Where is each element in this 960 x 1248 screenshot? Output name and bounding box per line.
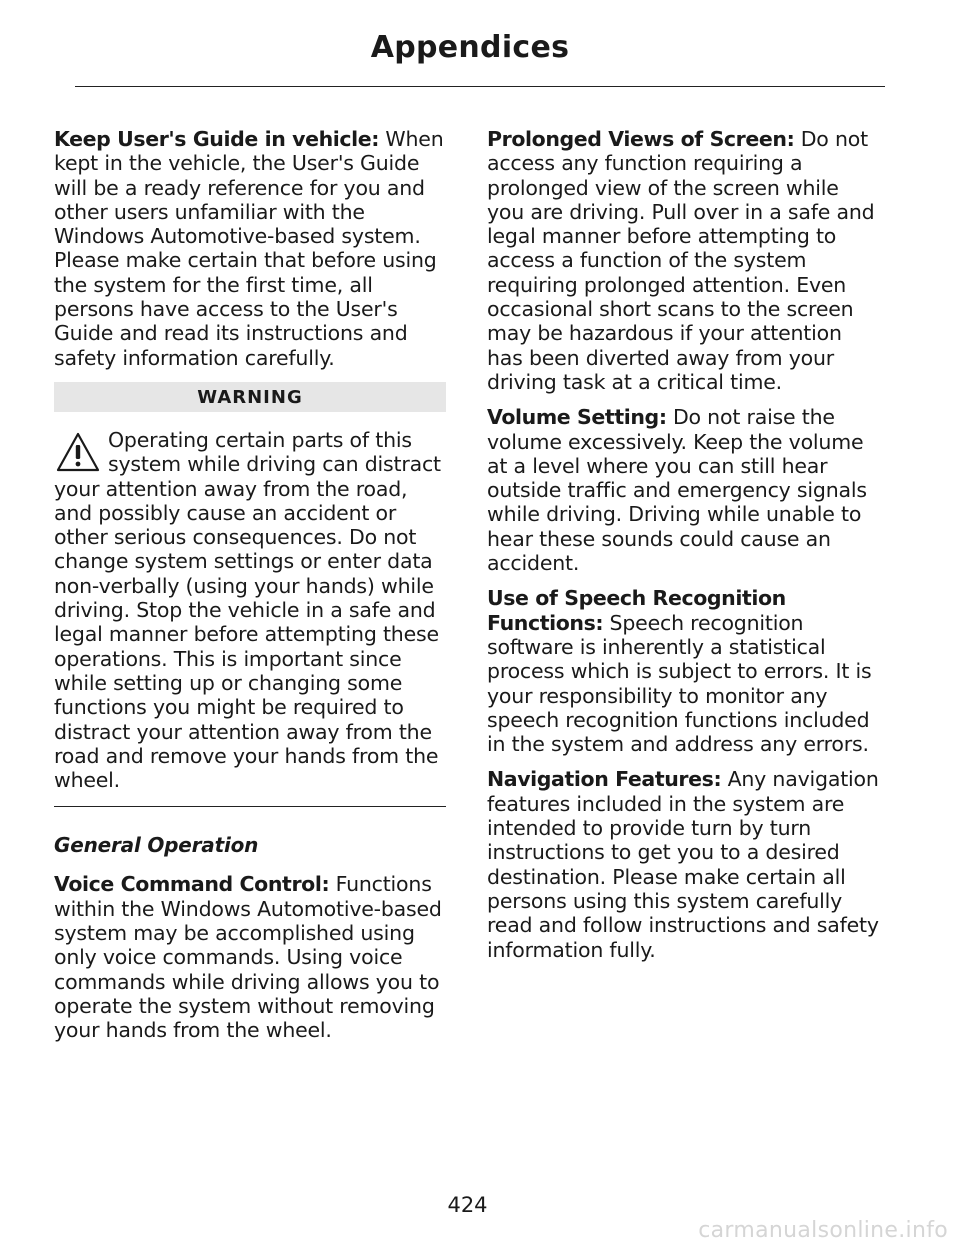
keep-guide-paragraph [54,127,446,370]
keep-guide-text: When kept in the vehicle, the User's Guide will be a ready reference for you and other users unfamiliar with the Windows Automotive-based system. Please make certain that before using the system for the first time, all persons have access to the User's Guide and read its instructions and safety information carefully. [54,127,444,370]
watermark: carmanualsonline.info [698,1218,948,1243]
prolonged-views-term: Prolonged Views of Screen: [487,127,795,151]
warning-heading: WARNING [54,382,446,412]
speech-recognition-term: Use of Speech Recognition Functions: [487,586,786,635]
volume-setting-term: Volume Setting: [487,405,667,430]
left-column [54,127,446,1054]
navigation-features-term: Navigation Features: [487,767,722,792]
warning-text: Operating certain parts of this system while driving can distract your attention away from the road, and possibly cause an accident or other serious consequences. Do not change system settings or enter data non-verbally (using your hands) while driving. Stop the vehicle in a safe and legal manner before attempting these operations. This is important since while setting up or changing some functions you might be required to distract your attention away from the road and remove your hands from the wheel. [54,427,441,793]
warning-box [54,428,446,792]
speech-recognition-paragraph [487,586,879,756]
voice-command-paragraph [54,872,446,1042]
navigation-features-text: Any navigation features included in the system are intended to provide turn by turn instructions to get you to a desired destination. Please make certain all persons using this system carefully read and follow instructions and safety information fully. [487,767,879,962]
voice-command-term: Voice Command Control: [54,872,330,897]
speech-recognition-text: Speech recognition software is inherently a statistical process which is subject to errors. It is your responsibility to monitor any speech recognition functions included in the system and address any errors. [487,610,872,757]
voice-command-text: Functions within the Windows Automotive-based system may be accomplished using only voice commands. Using voice commands while driving allows you to operate the system without removing your hands from the wheel. [54,872,442,1043]
section-heading: General Operation [54,833,259,858]
right-column [487,127,879,973]
title-divider [75,86,885,87]
volume-setting-text: Do not raise the volume excessively. Keep the volume at a level where you can still hear outside traffic and emergency signals while driving. Driving while unable to hear these sounds could cause an accident. [487,405,867,576]
keep-guide-term: Keep User's Guide in vehicle: [54,127,380,151]
prolonged-views-paragraph [487,127,879,394]
page-number: 424 [447,1193,488,1217]
volume-setting-paragraph [487,405,879,575]
warning-triangle-icon [54,430,102,474]
prolonged-views-text: Do not access any function requiring a prolonged view of the screen while you are driving. Pull over in a safe and legal manner before attempting to access a function of the system requiring prolonged attention. Even occasional short scans to the screen may be hazardous if your attention has been diverted away from your driving task at a critical time. [487,127,875,394]
navigation-features-paragraph [487,767,879,961]
page-title: Appendices [370,30,570,65]
warning-divider [54,806,446,807]
